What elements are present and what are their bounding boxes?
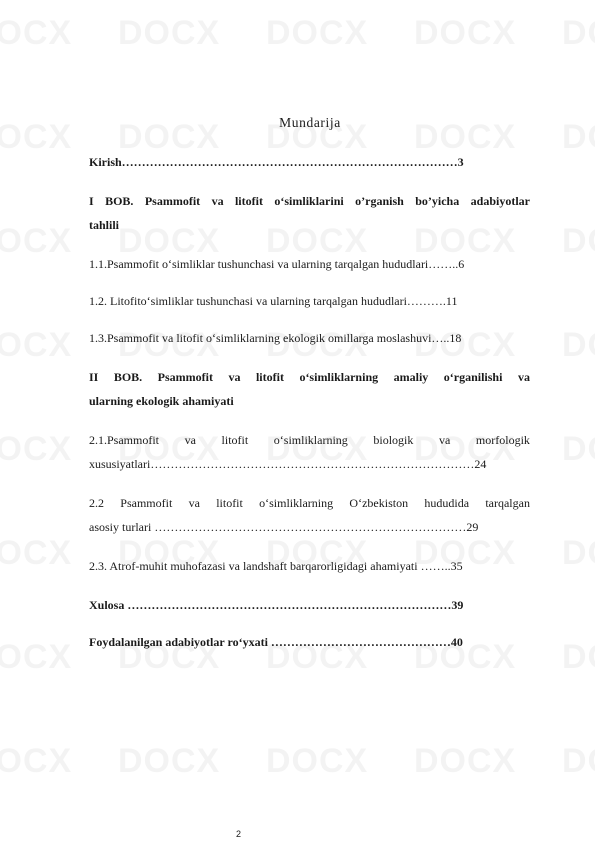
- toc-word: Psammofit: [157, 370, 213, 384]
- toc-word: II: [89, 370, 99, 384]
- toc-word: BOB.: [113, 370, 143, 384]
- page-number: 2: [236, 829, 242, 839]
- toc-word: va: [517, 370, 530, 384]
- watermark-tile: [414, 742, 516, 781]
- toc-word: bo’yicha: [415, 194, 460, 208]
- toc-word: 2.1.Psammofit: [89, 433, 160, 447]
- watermark-tile: [0, 326, 72, 365]
- toc-word: morfologik: [475, 433, 530, 447]
- toc-word: BOB.: [105, 194, 134, 208]
- watermark-tile: [0, 14, 72, 53]
- watermark-tile: [0, 638, 72, 677]
- watermark-tile: [118, 14, 220, 53]
- watermark-tile: [562, 222, 595, 261]
- toc-word: Psammofit: [120, 496, 173, 510]
- toc-entry-1-1[interactable]: 1.1.Psammofit o‘simliklar tushunchasi va ularning tarqalgan hududlari……..6: [89, 257, 465, 271]
- toc-word: hududida: [424, 496, 470, 510]
- toc-word: litofit: [221, 433, 249, 447]
- toc-word: o‘simliklarning: [259, 496, 334, 510]
- toc-word: va: [184, 433, 196, 447]
- watermark-tile: [266, 742, 368, 781]
- toc-word: amaliy: [393, 370, 429, 384]
- watermark-tile: [0, 742, 72, 781]
- toc-word: o’rganish: [355, 194, 404, 208]
- toc-entry-2-3[interactable]: 2.3. Atrof-muhit muhofazasi va landshaft barqarorligidagi ahamiyati ……..35: [89, 559, 463, 573]
- watermark-tile: [562, 534, 595, 573]
- toc-word: va: [228, 370, 241, 384]
- toc-entry-1-2[interactable]: 1.2. Litofito‘simliklar tushunchasi va ularning tarqalgan hududlari……….11: [89, 294, 458, 308]
- toc-word: I: [89, 194, 94, 208]
- toc-entry-adabiyotlar[interactable]: Foydalanilgan adabiyotlar ro‘yxati ………………………………………40: [89, 635, 463, 649]
- toc-word: va: [439, 433, 451, 447]
- watermark-tile: [118, 742, 220, 781]
- toc-word: O‘zbekiston: [349, 496, 409, 510]
- toc-word: va: [211, 194, 224, 208]
- toc-entry-bob2-line1[interactable]: [89, 367, 530, 387]
- watermark-tile: [562, 742, 595, 781]
- toc-word: va: [188, 496, 200, 510]
- watermark-tile: [562, 638, 595, 677]
- toc-entry-xulosa[interactable]: Xulosa ………………………………………………………………………39: [89, 598, 464, 612]
- toc-word: o‘simliklarning: [299, 370, 379, 384]
- watermark-tile: [0, 430, 72, 469]
- toc-entry-bob1-line1[interactable]: [89, 191, 530, 211]
- watermark-tile: [0, 534, 72, 573]
- toc-word: tarqalgan: [485, 496, 530, 510]
- toc-word: biologik: [373, 433, 414, 447]
- toc-word: litofit: [216, 496, 243, 510]
- toc-word: o‘simliklarning: [273, 433, 348, 447]
- toc-word: litofit: [255, 370, 284, 384]
- toc-entry-bob1-line2[interactable]: tahlili: [89, 218, 120, 232]
- toc-word: litofit: [234, 194, 263, 208]
- toc-entry-2-2-line2[interactable]: asosiy turlari ……………………………………………………………………29: [89, 520, 479, 534]
- toc-word: 2.2: [89, 496, 104, 510]
- toc-entry-kirish[interactable]: Kirish…………………………………………………………………………3: [89, 155, 464, 169]
- toc-entry-2-1-line1[interactable]: [89, 430, 530, 450]
- watermark-tile: [562, 430, 595, 469]
- toc-word: o‘simliklarini: [274, 194, 344, 208]
- toc-entry-bob2-line2[interactable]: ularning ekologik ahamiyati: [89, 394, 234, 408]
- toc-entry-1-3[interactable]: 1.3.Psammofit va litofit o‘simliklarning ekologik omillarga moslashuvi…..18: [89, 331, 462, 345]
- toc-word: Psammofit: [144, 194, 201, 208]
- watermark-tile: [0, 222, 72, 261]
- watermark-tile: [414, 14, 516, 53]
- watermark-tile: [562, 326, 595, 365]
- watermark-tile: [562, 14, 595, 53]
- toc-word: o‘rganilishi: [443, 370, 503, 384]
- toc-entry-2-1-line2[interactable]: xususiyatlari………………………………………………………………………24: [89, 457, 487, 471]
- watermark-tile: [266, 14, 368, 53]
- toc-word: adabiyotlar: [470, 194, 530, 208]
- toc-entry-2-2-line1[interactable]: [89, 493, 530, 513]
- page-title: Mundarija: [279, 115, 341, 130]
